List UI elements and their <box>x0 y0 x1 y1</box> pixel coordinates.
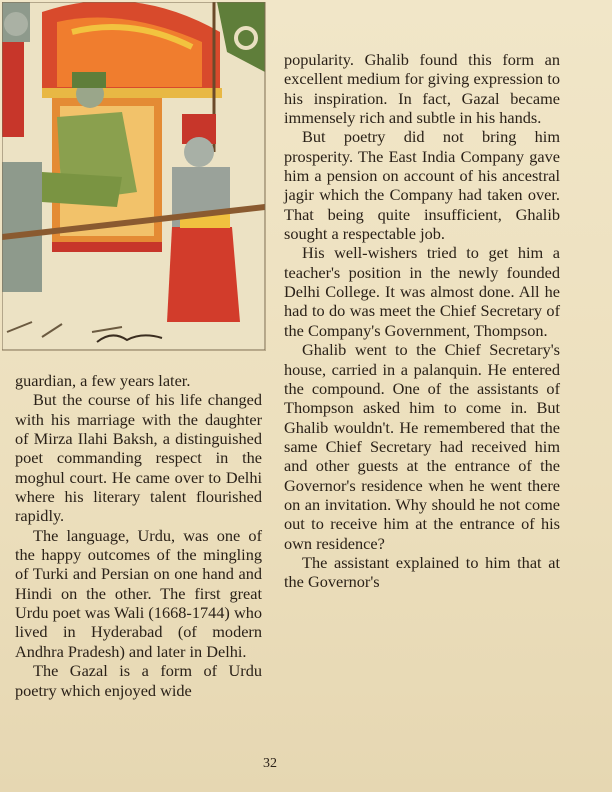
paragraph: But poetry did not bring him prosperity. The East India Company gave him a pension on account of his ancestral jagir which the Company had taken over. That being quite insufficient, Ghalib sought a respectable job. <box>284 127 560 244</box>
palanquin-illustration <box>2 2 266 351</box>
paragraph: Ghalib went to the Chief Secretary's house, carried in a palanquin. He entered the compound. One of the assistants of Thompson asked him to come in. But Ghalib wouldn't. He remembered that the same Chief Secretary had received him and other guests at the entrance of the Governor's residence when he went there on an invitation. Why should he not come out to receive him at the entrance of his own residence? <box>284 340 560 553</box>
left-column-text <box>15 371 262 700</box>
paragraph: The assistant explained to him that at the Governor's <box>284 552 560 592</box>
paragraph: guardian, a few years later. <box>15 371 191 390</box>
paragraph: popularity. Ghalib found this form an excellent medium for giving expression to his inspiration. In fact, Gazal became immensely rich and subtle in his hands. <box>284 50 560 128</box>
paragraph: His well-wishers tried to get him a teacher's position in the newly founded Delhi College. It was almost done. All he had to do was meet the Chief Secretary of the Company's Government, Thompson. <box>284 243 560 340</box>
palanquin-drawing <box>2 2 265 350</box>
paragraph: But the course of his life changed with his marriage with the daughter of Mirza Ilahi Baksh, a distinguished poet commanding respect in the moghul court. He came over to Delhi where his literary talent flourished rapidly. <box>15 390 262 526</box>
page-number: 32 <box>263 756 277 771</box>
paragraph: The Gazal is a form of Urdu poetry which enjoyed wide <box>15 661 262 700</box>
paragraph: The language, Urdu, was one of the happy outcomes of the mingling of Turki and Persian on one hand and Hindi on the other. The first great Urdu poet was Wali (1668-1744) who lived in Hyderabad (of modern Andhra Pradesh) and later in Delhi. <box>15 525 262 661</box>
right-column-text <box>284 50 560 592</box>
